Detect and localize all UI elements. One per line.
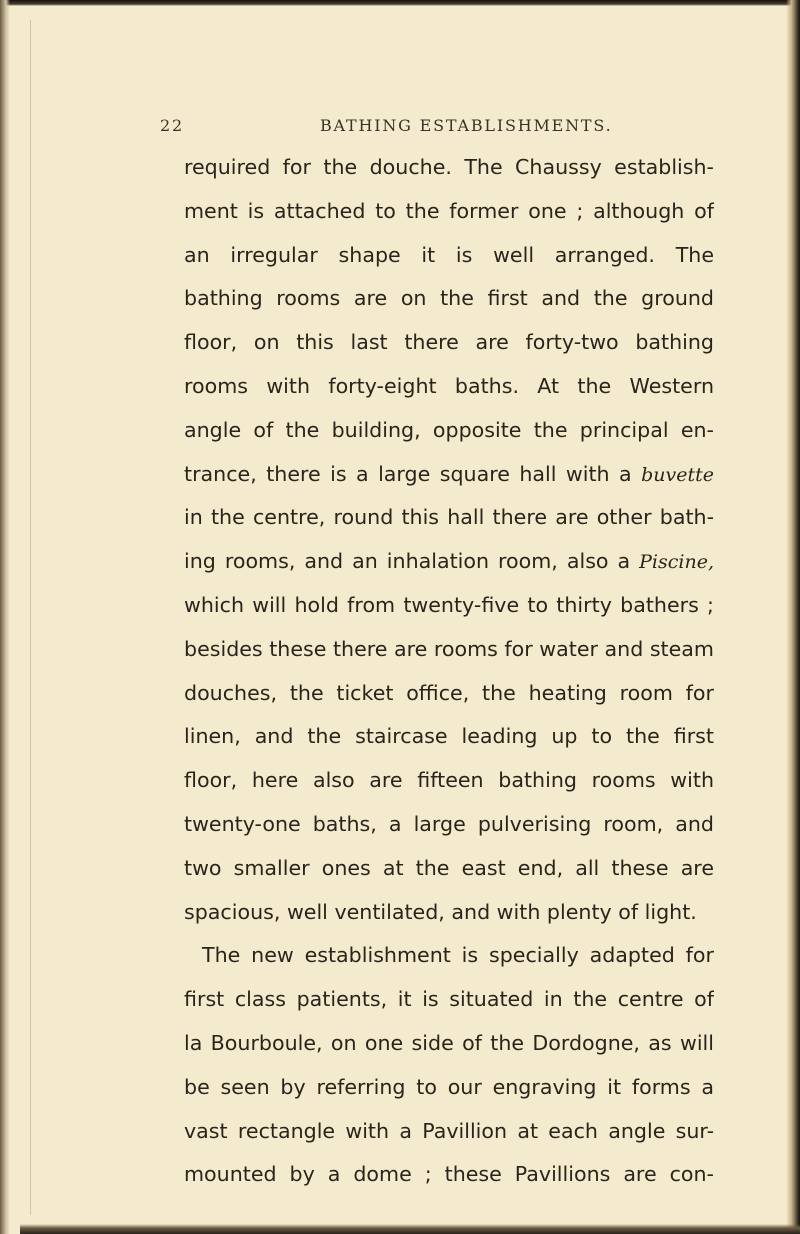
- text-line: spacious, well ventilated, and with plenty of light.: [184, 899, 697, 924]
- text-line: two smaller ones at the east end, all these are: [184, 855, 714, 880]
- page-right-edge: [786, 0, 800, 1234]
- text-line: rooms with forty-eight baths. At the Western: [184, 373, 714, 398]
- text-line: vast rectangle with a Pavillion at each angle sur-: [184, 1118, 714, 1143]
- text-line: in the centre, round this hall there are other bath-: [184, 505, 714, 530]
- page-left-edge: [0, 0, 10, 1234]
- text-line: floor, here also are fifteen bathing rooms with: [184, 768, 714, 793]
- text-line: besides these there are rooms for water and steam: [184, 636, 714, 661]
- text-line: required for the douche. The Chaussy establish-: [184, 155, 714, 179]
- page-number: 22: [160, 116, 184, 135]
- text-line: floor, on this last there are forty-two bathing: [184, 330, 714, 355]
- italic-term-buvette: buvette: [641, 463, 714, 486]
- text-line: twenty-one baths, a large pulverising room, and: [184, 811, 714, 836]
- running-head: [160, 116, 720, 142]
- text-line: angle of the building, opposite the principal en-: [184, 417, 714, 442]
- left-margin-line: [30, 20, 31, 1215]
- text-line: first class patients, it is situated in the centre of: [184, 987, 714, 1012]
- text-line: be seen by referring to our engraving it forms a: [184, 1074, 714, 1099]
- text-line: linen, and the staircase leading up to the first: [184, 724, 714, 749]
- body-text: [184, 146, 714, 1197]
- text-line: ing rooms, and an inhalation room, also a Piscine,: [184, 549, 714, 574]
- text-line: which will hold from twenty-five to thirty bathers ;: [184, 592, 714, 617]
- italic-term-piscine: Piscine,: [639, 551, 714, 574]
- page-bottom-edge: [20, 1224, 800, 1234]
- page-top-edge: [0, 0, 800, 6]
- text-line: an irregular shape it is well arranged. The: [184, 242, 714, 267]
- running-title: BATHING ESTABLISHMENTS.: [320, 116, 613, 135]
- text-line: la Bourboule, on one side of the Dordogne, as will: [184, 1030, 714, 1055]
- text-line: The new establishment is specially adapted for: [202, 943, 714, 968]
- text-line: bathing rooms are on the first and the ground: [184, 286, 714, 311]
- text-line: ment is attached to the former one ; although of: [184, 198, 714, 223]
- text-line: douches, the ticket office, the heating room for: [184, 680, 714, 705]
- text-line: trance, there is a large square hall with a buvette: [184, 461, 714, 486]
- text-line: mounted by a dome ; these Pavillions are con-: [184, 1162, 714, 1187]
